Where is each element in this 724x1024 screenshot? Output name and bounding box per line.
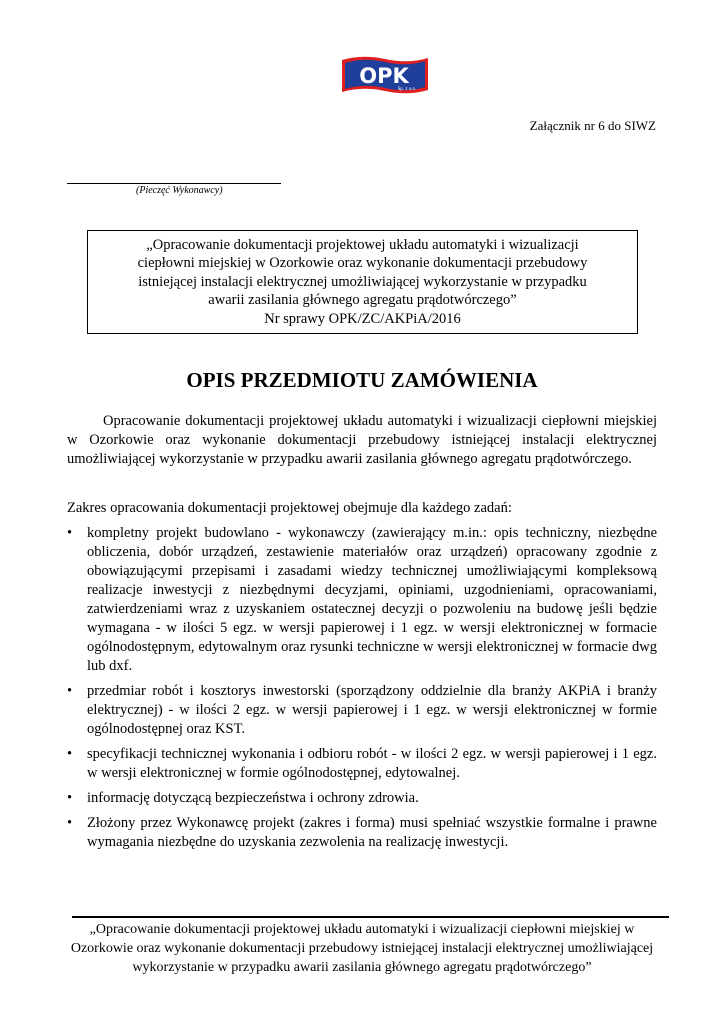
- footer-divider: [72, 916, 669, 918]
- bullet-icon: •: [67, 746, 73, 762]
- intro-paragraph: Opracowanie dokumentacji projektowej układu automatyki i wizualizacji ciepłowni miejskiej w Ozorkowie oraz wykonanie dokumentacji przebudowy istniejącej instalacji elektrycznej umożliwiającej wykorzystanie w przypadku awarii zasilania głównego agregatu prądotwórczego.: [67, 413, 657, 467]
- list-item-text: Złożony przez Wykonawcę projekt (zakres i forma) musi spełniać wszystkie formalne i prawne wymagania niezbędne do uzyskania zezwolenia na realizację inwestycji.: [87, 815, 657, 850]
- list-item: [67, 524, 657, 676]
- list-item-text: kompletny projekt budowlano - wykonawczy (zawierający m.in.: opis techniczny, niezbędne obliczenia, dobór urządzeń, zestawienie materiałów oraz urządzeń) opracowany zgodnie z obowiązującymi przepisami i zasadami wiedzy technicznej umożliwiającymi kompleksową realizacje inwestycji z niezbędnymi decyzjami, opiniami, uzgodnieniami, opracowaniami, zatwierdzeniami wraz z uzyskaniem ostatecznej decyzji o pozwoleniu na budowę jeśli będzie wymagana - w ilości 5 egz. w wersji papierowej i 1 egz. w wersji elektronicznej w formacie ogólnodostępnym, edytowalnym oraz rysunki techniczne w wersji elektronicznej w formacie dwg lub dxf.: [87, 525, 657, 674]
- company-logo: [338, 54, 432, 96]
- list-item-text: specyfikacji technicznej wykonania i odbioru robót - w ilości 2 egz. w wersji papierowej i 1 egz. w wersji elektronicznej w formie ogólnodostępnej, edytowalnej.: [87, 746, 657, 781]
- list-item: [67, 814, 657, 852]
- list-item-text: informację dotyczącą bezpieczeństwa i ochrony zdrowia.: [87, 790, 419, 806]
- list-item: [67, 682, 657, 739]
- bullet-icon: •: [67, 525, 73, 541]
- annex-label: Załącznik nr 6 do SIWZ: [529, 118, 656, 133]
- logo-subtext: Sp. z o.o.: [397, 86, 416, 91]
- stamp-signature-line: [67, 183, 281, 184]
- logo-text: OPK: [359, 64, 409, 88]
- list-item: [67, 745, 657, 783]
- bullet-icon: •: [67, 815, 73, 831]
- stamp-label: (Pieczęć Wykonawcy): [136, 185, 223, 196]
- list-item-text: przedmiar robót i kosztorys inwestorski (sporządzony oddzielnie dla branży AKPiA i branży elektrycznej) - w ilości 2 egz. w wersji papierowej i 1 egz. w wersji elektronicznej w formie ogólnodostępnej oraz KST.: [87, 683, 657, 737]
- page-heading: OPIS PRZEDMIOTU ZAMÓWIENIA: [186, 368, 538, 392]
- project-title: „Opracowanie dokumentacji projektowej układu automatyki i wizualizacji ciepłowni miejskiej w Ozorkowie oraz wykonanie dokumentacji przebudowy istniejącej instalacji elektrycznej umożliwiającej wykorzystanie w przypadku awarii zasilania głównego agregatu prądotwórczego”: [137, 236, 588, 309]
- case-number: Nr sprawy OPK/ZC/AKPiA/2016: [264, 310, 461, 327]
- title-box: [87, 230, 638, 334]
- bullet-icon: •: [67, 790, 73, 806]
- bullet-icon: •: [67, 683, 73, 699]
- footer-text: „Opracowanie dokumentacji projektowej układu automatyki i wizualizacji ciepłowni miejskiej w Ozorkowie oraz wykonanie dokumentacji przebudowy istniejącej instalacji elektrycznej umożliwiającej wykorzystanie w przypadku awarii zasilania głównego agregatu prądotwórczego”: [70, 922, 654, 975]
- list-item: [67, 789, 657, 808]
- scope-list: [67, 524, 657, 858]
- scope-intro: Zakres opracowania dokumentacji projektowej obejmuje dla każdego zadań:: [67, 500, 512, 516]
